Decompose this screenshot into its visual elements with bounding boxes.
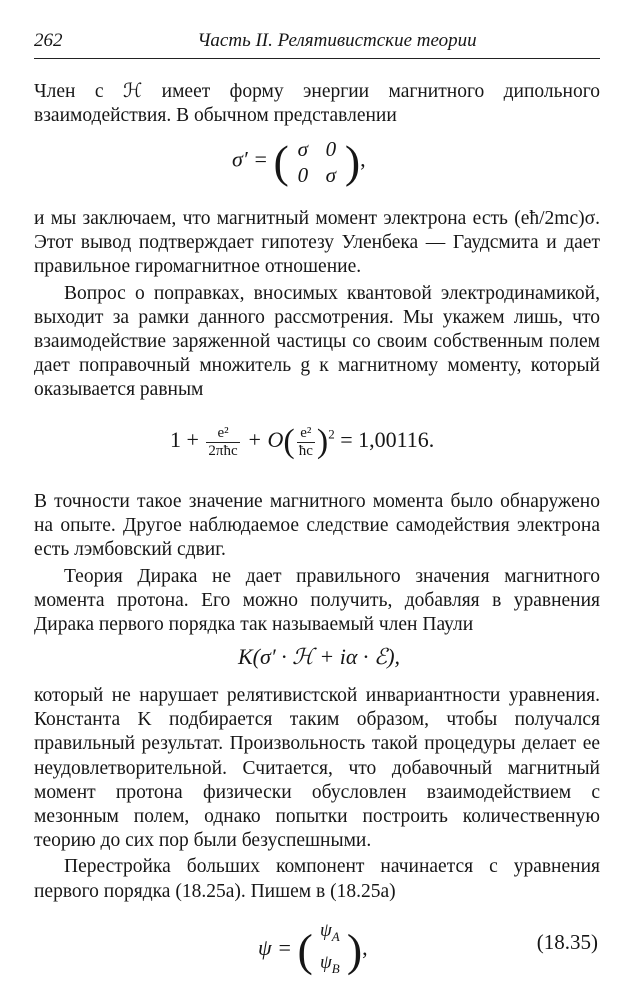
paragraph-3: Вопрос о поправках, вносимых квантовой электродинамикой, выходит за рамки данного рассмотрения. Мы укажем лишь, что взаимодействие заряженной частицы со своим собственным полем дает поправочный множитель g к магнитному моменту, который оказывается равным [34, 282, 600, 401]
paragraph-7: Перестройка больших компонент начинается с уравнения первого порядка (18.25а). Пишем в (18.25а) [34, 856, 600, 902]
eq2-part2: + O [247, 427, 284, 453]
running-title: Часть II. Релятивистские теории [197, 30, 477, 51]
eq1-trail: , [360, 146, 366, 172]
equation-sigma-prime [0, 135, 630, 188]
eq4-top: ψ [319, 920, 332, 941]
equation-g-factor [0, 423, 630, 461]
eq2-frac2-num: e² [297, 425, 315, 443]
eq2-part3: = 1,00116. [340, 427, 435, 453]
paragraph-1-block [34, 80, 600, 128]
eq2-fraction-1 [206, 425, 239, 460]
eq4-lhs: ψ = [258, 934, 293, 960]
eq1-right-paren: ) [344, 136, 361, 187]
eq4-right-paren: ) [346, 924, 363, 976]
eq1-matrix [289, 136, 345, 188]
paragraph-5: Теория Дирака не дает правильного значения магнитного момента протона. Его можно получить, добавляя в уравнения Дирака первого порядка так называемый член Паули [34, 565, 600, 636]
eq1-left-paren: ( [273, 136, 289, 187]
paragraph-6: который не нарушает релятивистской инвариантности уравнения. Константа K подбирается таким образом, чтобы получался правильный результат. Произвольность такой процедуры делает ее неудовлетворительной. Считается, что добавочный магнитный момент протона физически обусловлен взаимодействием с мезонным полем, однако попытки построить количественную теорию до сих пор были безуспешными. [34, 685, 600, 852]
eq1-m12: 0 [325, 136, 337, 161]
paragraph-2: и мы заключаем, что магнитный момент электрона есть (eħ/2mc)σ. Этот вывод подтверждает гипотезу Уленбека — Гаудсмита и дает правильное гиромагнитное отношение. [34, 208, 600, 278]
paragraph-4: В точности такое значение магнитного момента было обнаружено на опыте. Другое наблюдаемое следствие самодействия электрона есть лэмбовский сдвиг. [34, 491, 600, 561]
eq4-left-paren: ( [297, 924, 313, 976]
paragraph-1: Член с ℋ имеет форму энергии магнитного дипольного взаимодействия. В обычном представлении [34, 81, 600, 127]
paragraph-6-block [34, 684, 600, 904]
eq2-part1: 1 + [170, 427, 199, 453]
equation-number: (18.35) [536, 930, 598, 954]
eq2-frac1-num: e² [206, 425, 239, 443]
eq4-bottom: ψ [319, 951, 332, 973]
eq2-frac2-den: ħc [298, 442, 313, 459]
eq4-bottom-sub: B [331, 960, 340, 976]
eq4-top-sub: A [331, 928, 340, 944]
eq4-column [313, 918, 347, 982]
equation-psi [0, 918, 630, 982]
eq1-m22: σ [325, 162, 337, 187]
page-number: 262 [34, 30, 63, 51]
eq2-right-paren: ) [316, 423, 329, 460]
eq4-trail: , [362, 934, 368, 960]
eq2-frac1-den: 2πħc [208, 442, 238, 459]
paragraph-4-block [34, 490, 600, 637]
eq1-m11: σ [297, 136, 309, 161]
eq1-m21: 0 [297, 162, 309, 187]
eq2-fraction-2 [297, 425, 315, 460]
running-header [34, 30, 600, 56]
eq2-left-paren: ( [283, 423, 295, 460]
eq1-lhs: σ′ = [232, 146, 269, 172]
header-rule [34, 58, 600, 59]
equation-pauli-term [0, 644, 630, 670]
eq3-text: K(σ′ · ℋ + iα · ℰ), [238, 644, 401, 669]
paragraph-2-block [34, 207, 600, 403]
eq2-square: 2 [328, 426, 335, 442]
